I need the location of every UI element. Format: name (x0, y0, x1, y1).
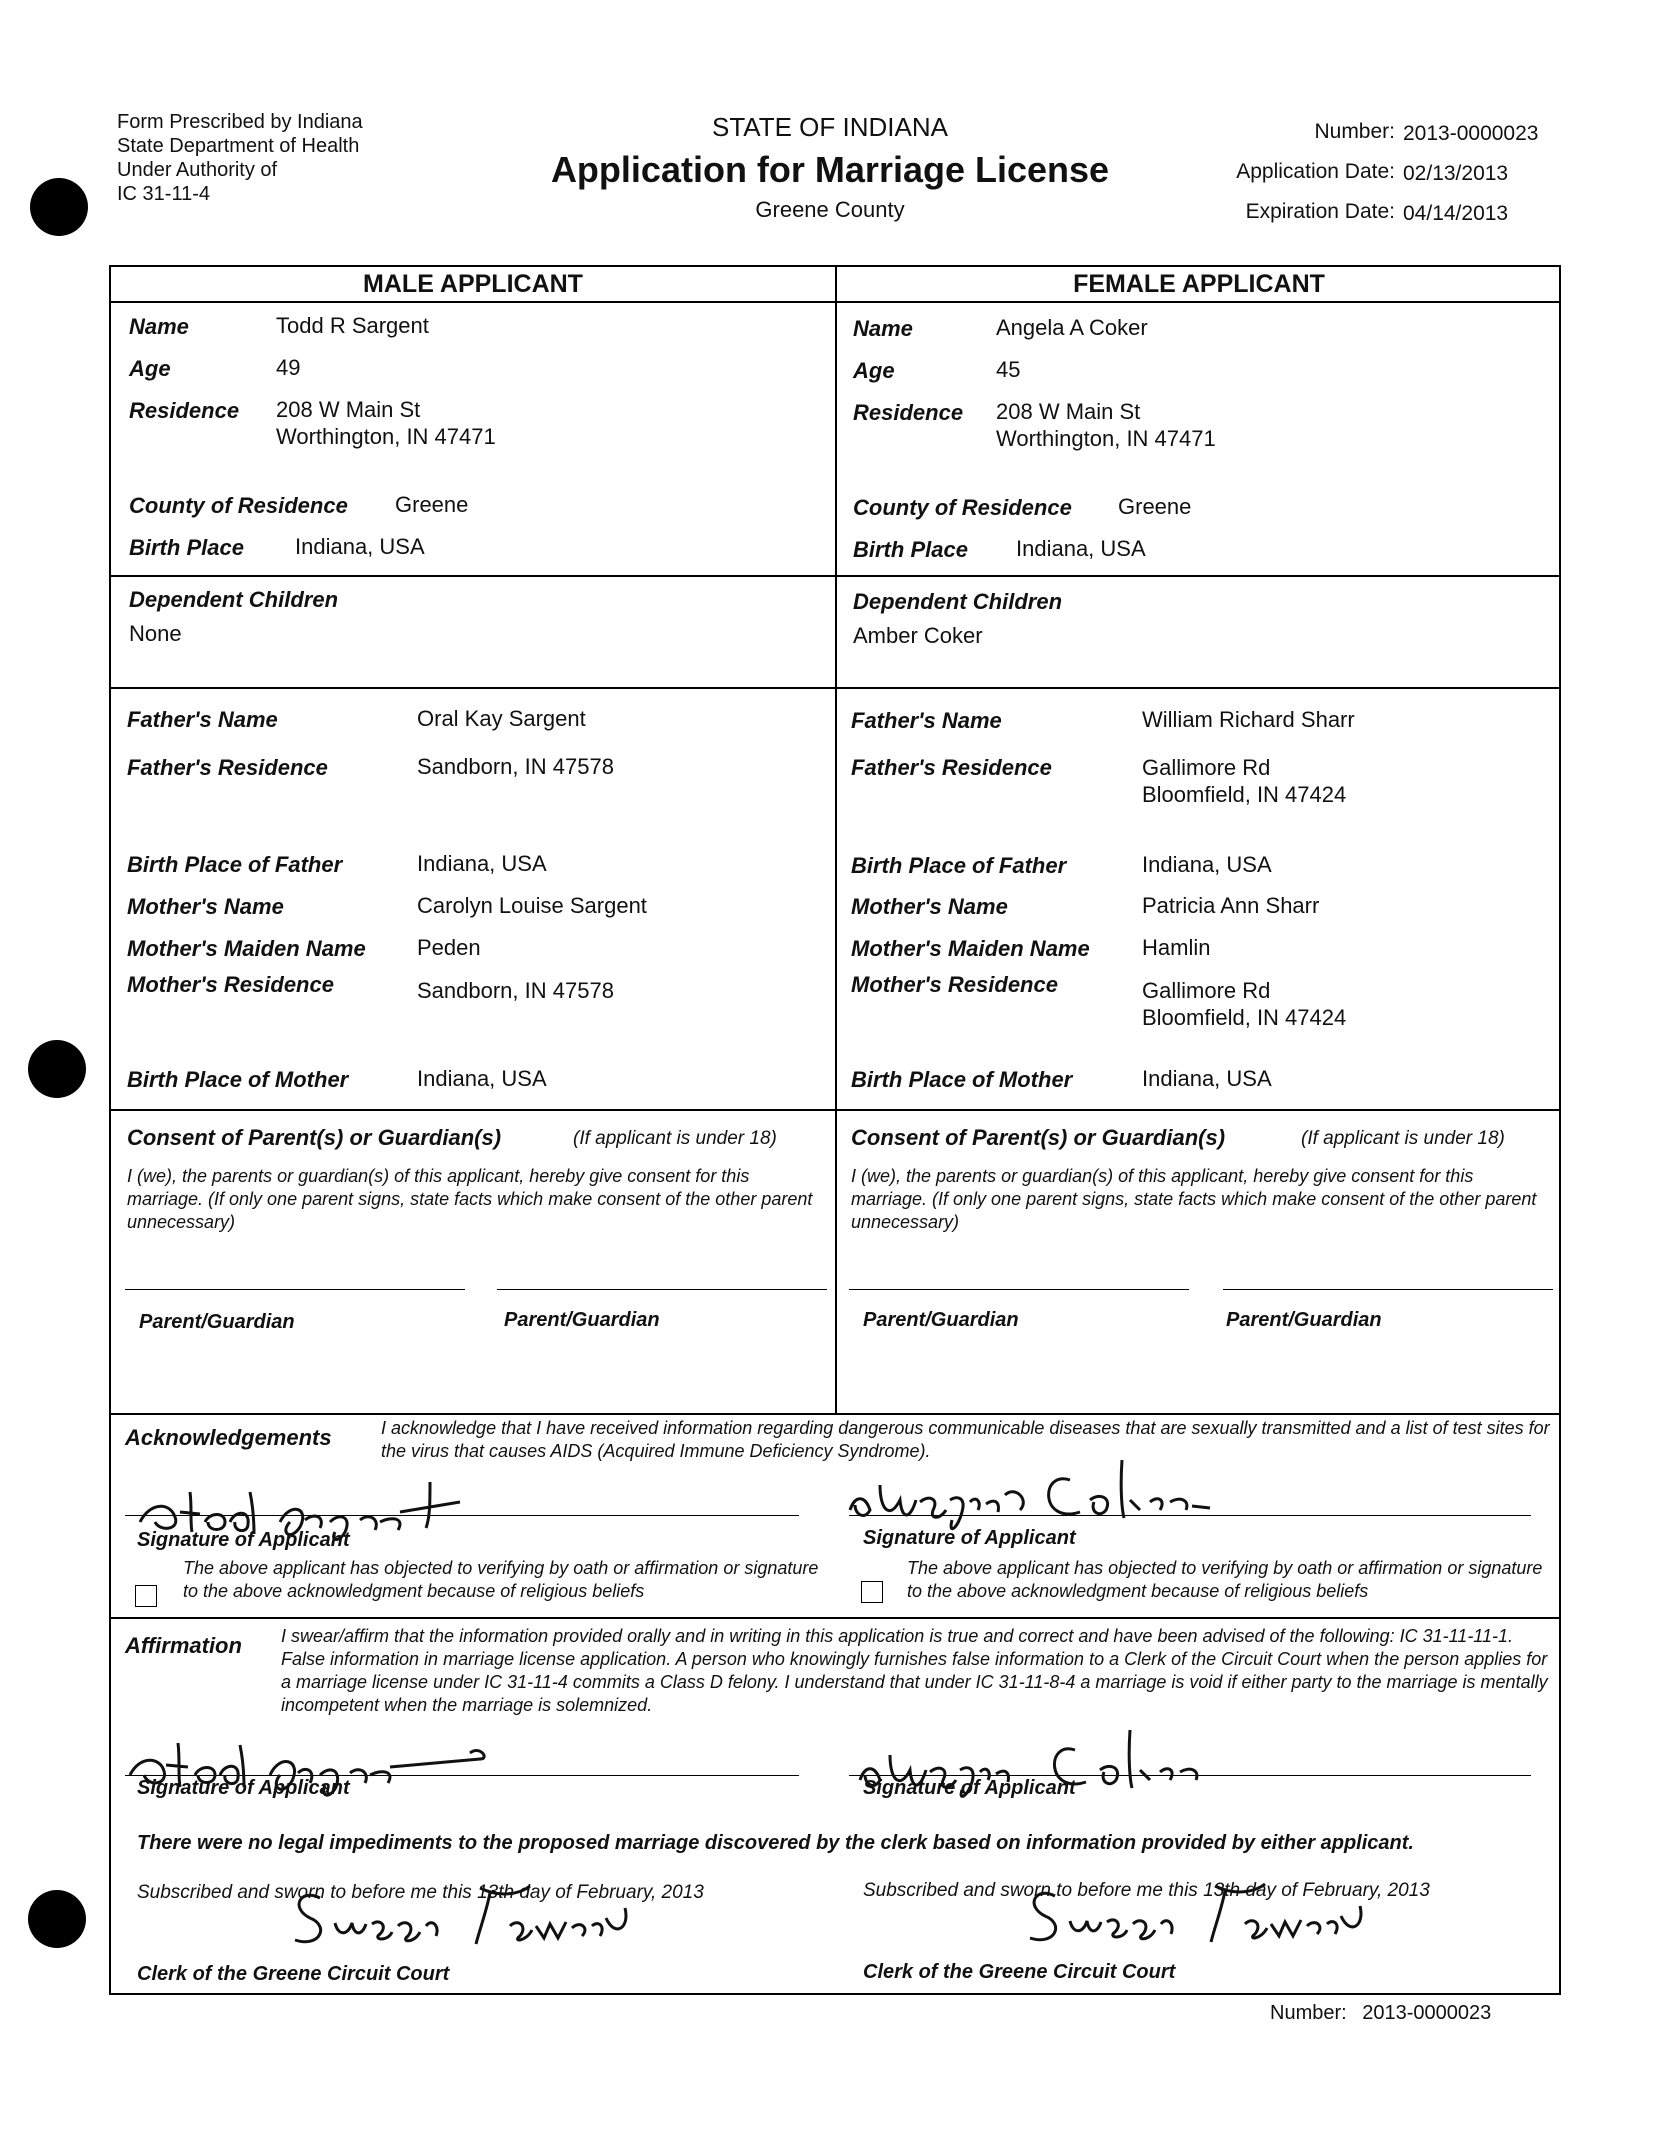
affirmation-title: Affirmation (125, 1633, 242, 1658)
female-age-label: Age (853, 358, 895, 383)
footer-number-label: Number: (1270, 2002, 1347, 2024)
male-parent2-label: Parent/Guardian (504, 1309, 660, 1331)
male-father-name-label: Father's Name (127, 707, 278, 732)
female-clerk-signature (1015, 1866, 1375, 1956)
document-header (480, 112, 1180, 223)
male-birth-place-father-label: Birth Place of Father (127, 852, 343, 877)
document-title: Application for Marriage License (550, 149, 1110, 190)
form-authority-line: Form Prescribed by Indiana (117, 111, 363, 133)
male-residence-line1: 208 W Main St (276, 397, 421, 422)
female-residence-line2: Worthington, IN 47471 (996, 426, 1216, 451)
female-mother-residence-line2: Bloomfield, IN 47424 (1142, 1005, 1347, 1030)
male-birth-place-value: Indiana, USA (295, 534, 425, 559)
male-ack-signature (130, 1462, 550, 1552)
male-birth-place-mother-value: Indiana, USA (417, 1066, 547, 1091)
female-father-name-value: William Richard Sharr (1142, 707, 1355, 732)
male-mother-residence-label: Mother's Residence (127, 972, 334, 997)
divider (111, 301, 1561, 303)
expiration-date-value: 04/14/2013 (1403, 202, 1509, 225)
footer-number-value: 2013-0000023 (1362, 2002, 1492, 2024)
female-parent1-label: Parent/Guardian (863, 1309, 1019, 1331)
form-authority-line: Under Authority of (117, 159, 278, 181)
acknowledgements-title: Acknowledgements (125, 1425, 332, 1450)
male-name-value: Todd R Sargent (276, 313, 429, 338)
male-father-residence-line1: Sandborn, IN 47578 (417, 754, 614, 779)
county-name: Greene County (755, 197, 905, 222)
male-mother-maiden-value: Peden (417, 935, 481, 960)
female-birth-place-mother-label: Birth Place of Mother (851, 1067, 1073, 1092)
male-dependent-children-value: None (129, 621, 182, 646)
male-county-label: County of Residence (129, 493, 348, 518)
female-consent-title: Consent of Parent(s) or Guardian(s) (851, 1125, 1226, 1150)
acknowledgements-text: I acknowledge that I have received information regarding dangerous communicable diseases that are sexually transmitted and a list of test sites for the virus that causes AIDS (Acquired Immune Deficiency Syndrome). (381, 1418, 1550, 1461)
female-age-value: 45 (996, 357, 1021, 382)
male-clerk-label: Clerk of the Greene Circuit Court (137, 1963, 450, 1985)
female-father-residence-line2: Bloomfield, IN 47424 (1142, 782, 1347, 807)
female-birth-place-mother-value: Indiana, USA (1142, 1066, 1272, 1091)
female-consent-if: (If applicant is under 18) (1301, 1128, 1505, 1149)
female-objection-checkbox[interactable] (861, 1581, 883, 1603)
affirmation-text: I swear/affirm that the information provided orally and in writing in this application is true and correct and have been advised of the following: IC 31-11-11-1. False information in marriage license application. A person who knowingly furnishes false information to a Clerk of the Circuit Court when the person applies for a marriage license under IC 31-11-4 commits a Class D felony. I understand that under IC 31-11-8-4 a marriage is void if either party to the marriage is mentally incompetent when the marriage is solemnized. (281, 1626, 1548, 1715)
male-applicant-heading: MALE APPLICANT (363, 270, 583, 298)
male-ack-signature-label: Signature of Applicant (137, 1529, 350, 1551)
number-value: 2013-0000023 (1403, 122, 1539, 145)
female-subscribed-text: Subscribed and sworn to before me this 13th day of February, 2013 (863, 1880, 1430, 1901)
male-dependent-children-label: Dependent Children (129, 587, 339, 612)
male-consent-title: Consent of Parent(s) or Guardian(s) (127, 1125, 502, 1150)
female-birth-place-label: Birth Place (853, 537, 968, 562)
female-dependent-children-label: Dependent Children (853, 589, 1063, 614)
male-mother-name-value: Carolyn Louise Sargent (417, 893, 647, 918)
number-label: Number: (1314, 120, 1395, 143)
male-mother-maiden-label: Mother's Maiden Name (127, 936, 366, 961)
female-name-value: Angela A Coker (996, 315, 1148, 340)
female-parent2-line (1223, 1289, 1553, 1290)
male-objection-text: The above applicant has objected to verifying by oath or affirmation or signature to the above acknowledgment because of religious beliefs (183, 1558, 819, 1601)
female-objection-text: The above applicant has objected to verifying by oath or affirmation or signature to the above acknowledgment because of religious beliefs (907, 1558, 1543, 1601)
female-parent1-line (849, 1289, 1189, 1290)
male-consent-text: I (we), the parents or guardian(s) of this applicant, hereby give consent for this marriage. (If only one parent signs, state facts which make consent of the other parent unnecessary) (127, 1166, 813, 1232)
male-birth-place-mother-label: Birth Place of Mother (127, 1067, 349, 1092)
male-mother-residence-line1: Sandborn, IN 47578 (417, 978, 614, 1003)
male-clerk-signature (280, 1868, 640, 1958)
female-father-residence-line1: Gallimore Rd (1142, 755, 1271, 780)
header-meta (1175, 120, 1555, 240)
punch-hole-middle (28, 1040, 86, 1098)
female-residence-line1: 208 W Main St (996, 399, 1141, 424)
female-mother-residence-label: Mother's Residence (851, 972, 1058, 997)
female-applicant-heading: FEMALE APPLICANT (1073, 270, 1325, 298)
male-father-residence-label: Father's Residence (127, 755, 328, 780)
male-aff-signature-label: Signature of Applicant (137, 1777, 350, 1799)
form-authority-line: State Department of Health (117, 135, 360, 157)
male-parent1-line (125, 1289, 465, 1290)
female-birth-place-father-label: Birth Place of Father (851, 853, 1067, 878)
male-parent2-line (497, 1289, 827, 1290)
application-date-label: Application Date: (1236, 160, 1395, 183)
male-age-value: 49 (276, 355, 301, 380)
female-aff-signature-label: Signature of Applicant (863, 1777, 1076, 1799)
female-mother-maiden-label: Mother's Maiden Name (851, 936, 1090, 961)
female-ack-signature (840, 1440, 1320, 1550)
footer-number (1270, 2002, 1491, 2025)
divider (111, 1413, 1561, 1415)
male-name-label: Name (129, 314, 189, 339)
column-divider (835, 267, 837, 1413)
female-birth-place-value: Indiana, USA (1016, 536, 1146, 561)
female-mother-name-value: Patricia Ann Sharr (1142, 893, 1320, 918)
divider (111, 1109, 1561, 1111)
female-ack-signature-label: Signature of Applicant (863, 1527, 1076, 1549)
female-mother-residence-line1: Gallimore Rd (1142, 978, 1271, 1003)
punch-hole-bottom (28, 1890, 86, 1948)
male-county-value: Greene (395, 492, 469, 517)
female-aff-signature (850, 1710, 1330, 1810)
female-father-name-label: Father's Name (851, 708, 1002, 733)
application-date-value: 02/13/2013 (1403, 162, 1509, 185)
male-aff-signature (120, 1715, 540, 1805)
male-birth-place-father-value: Indiana, USA (417, 851, 547, 876)
state-name: STATE OF INDIANA (712, 112, 948, 142)
male-residence-line2: Worthington, IN 47471 (276, 424, 496, 449)
female-birth-place-father-value: Indiana, USA (1142, 852, 1272, 877)
impediments-statement: There were no legal impediments to the proposed marriage discovered by the clerk based on information provided by either applicant. (137, 1832, 1414, 1854)
female-consent-text: I (we), the parents or guardian(s) of this applicant, hereby give consent for this marriage. (If only one parent signs, state facts which make consent of the other parent unnecessary) (851, 1166, 1537, 1232)
divider (111, 575, 1561, 577)
female-clerk-label: Clerk of the Greene Circuit Court (863, 1961, 1176, 1983)
female-county-value: Greene (1118, 494, 1192, 519)
form-authority-block (117, 110, 417, 206)
male-mother-name-label: Mother's Name (127, 894, 284, 919)
divider (111, 687, 1561, 689)
female-residence-label: Residence (853, 400, 964, 425)
male-subscribed-text: Subscribed and sworn to before me this 13th day of February, 2013 (137, 1882, 704, 1903)
expiration-date-label: Expiration Date: (1245, 200, 1395, 223)
female-dependent-children-value: Amber Coker (853, 623, 983, 648)
divider (111, 1617, 1561, 1619)
female-mother-maiden-value: Hamlin (1142, 935, 1211, 960)
male-parent1-label: Parent/Guardian (139, 1311, 295, 1333)
female-name-label: Name (853, 316, 913, 341)
female-parent2-label: Parent/Guardian (1226, 1309, 1382, 1331)
female-county-label: County of Residence (853, 495, 1072, 520)
male-residence-label: Residence (129, 398, 240, 423)
female-mother-name-label: Mother's Name (851, 894, 1008, 919)
male-consent-if: (If applicant is under 18) (573, 1128, 777, 1149)
male-father-name-value: Oral Kay Sargent (417, 706, 586, 731)
form-authority-line: IC 31-11-4 (117, 183, 211, 205)
punch-hole-top (30, 178, 88, 236)
male-age-label: Age (129, 356, 171, 381)
male-objection-checkbox[interactable] (135, 1585, 157, 1607)
female-father-residence-label: Father's Residence (851, 755, 1052, 780)
male-birth-place-label: Birth Place (129, 535, 244, 560)
